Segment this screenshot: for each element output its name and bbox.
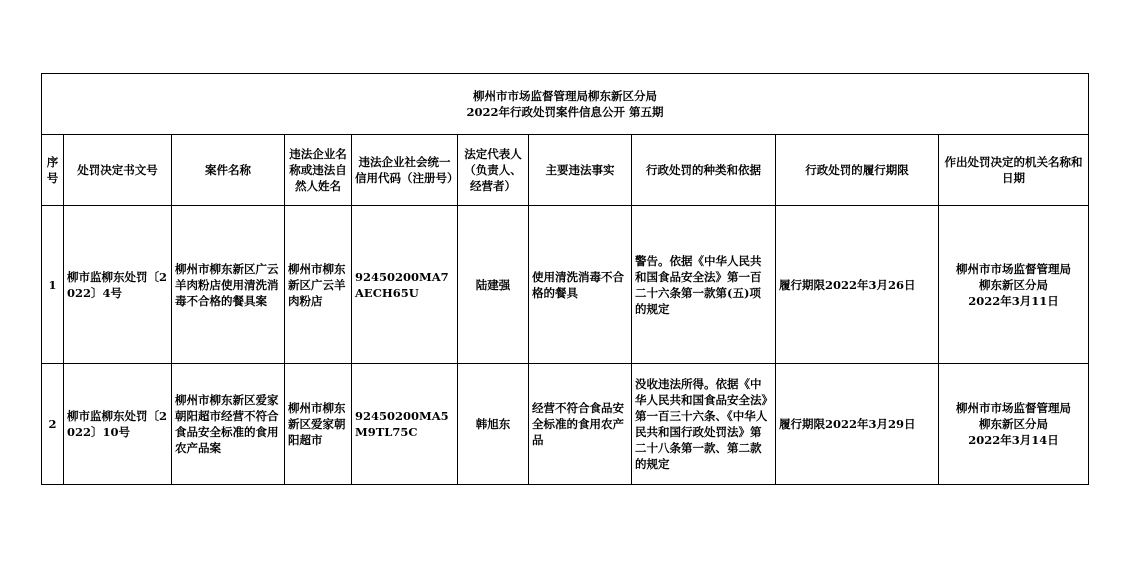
org-branch: 柳东新区分局	[979, 277, 1049, 292]
header-row	[42, 135, 1089, 206]
table-row	[42, 206, 1089, 364]
header-cell-code: 违法企业社会统一信用代码（注册号）	[352, 135, 458, 206]
header-cell-doc: 处罚决定书文号	[64, 135, 172, 206]
org-name: 柳州市市场监督管理局	[956, 401, 1072, 415]
org-name: 柳州市市场监督管理局	[956, 261, 1072, 276]
cell-rep: 陆建强	[458, 206, 529, 364]
header-cell-rep: 法定代表人（负责人、经营者）	[458, 135, 529, 206]
cell-code: 92450200MA5M9TL75C	[352, 364, 458, 485]
header-cell-no: 序号	[42, 135, 64, 206]
org-date: 2022年3月14日	[968, 433, 1059, 447]
cell-fact: 使用清洗消毒不合格的餐具	[529, 206, 632, 364]
page-title	[42, 74, 1089, 135]
cell-doc: 柳市监柳东处罚〔2022〕4号	[64, 206, 172, 364]
header-cell-penalty: 行政处罚的种类和依据	[632, 135, 776, 206]
header-cell-fact: 主要违法事实	[529, 135, 632, 206]
cell-org	[939, 364, 1089, 485]
header-cell-org: 作出处罚决定的机关名称和日期	[939, 135, 1089, 206]
penalty-disclosure-table	[41, 73, 1089, 485]
cell-doc: 柳市监柳东处罚〔2022〕10号	[64, 364, 172, 485]
title-line-2: 2022年行政处罚案件信息公开 第五期	[466, 105, 664, 119]
cell-code: 92450200MA7AECH65U	[352, 206, 458, 364]
cell-entity: 柳州市柳东新区广云羊肉粉店	[285, 206, 352, 364]
cell-org	[939, 206, 1089, 364]
org-branch: 柳东新区分局	[979, 417, 1049, 431]
org-date: 2022年3月11日	[968, 293, 1059, 308]
header-cell-case: 案件名称	[172, 135, 285, 206]
cell-no: 2	[42, 364, 64, 485]
header-cell-term: 行政处罚的履行期限	[776, 135, 939, 206]
cell-case: 柳州市柳东新区广云羊肉粉店使用清洗消毒不合格的餐具案	[172, 206, 285, 364]
cell-fact: 经营不符合食品安全标准的食用农产品	[529, 364, 632, 485]
cell-penalty: 没收违法所得。依据《中华人民共和国食品安全法》第一百三十六条、《中华人民共和国行政处罚法》第二十八条第一款、第二款的规定	[632, 364, 776, 485]
cell-term: 履行期限2022年3月29日	[776, 364, 939, 485]
cell-penalty: 警告。依据《中华人民共和国食品安全法》第一百二十六条第一款第(五)项的规定	[632, 206, 776, 364]
cell-rep: 韩旭东	[458, 364, 529, 485]
cell-case: 柳州市柳东新区爱家朝阳超市经营不符合食品安全标准的食用农产品案	[172, 364, 285, 485]
title-line-1: 柳州市市场监督管理局柳东新区分局	[473, 89, 658, 103]
cell-entity: 柳州市柳东新区爱家朝阳超市	[285, 364, 352, 485]
title-row	[42, 74, 1089, 135]
cell-no: 1	[42, 206, 64, 364]
header-cell-entity: 违法企业名称或违法自然人姓名	[285, 135, 352, 206]
table-row	[42, 364, 1089, 485]
cell-term: 履行期限2022年3月26日	[776, 206, 939, 364]
